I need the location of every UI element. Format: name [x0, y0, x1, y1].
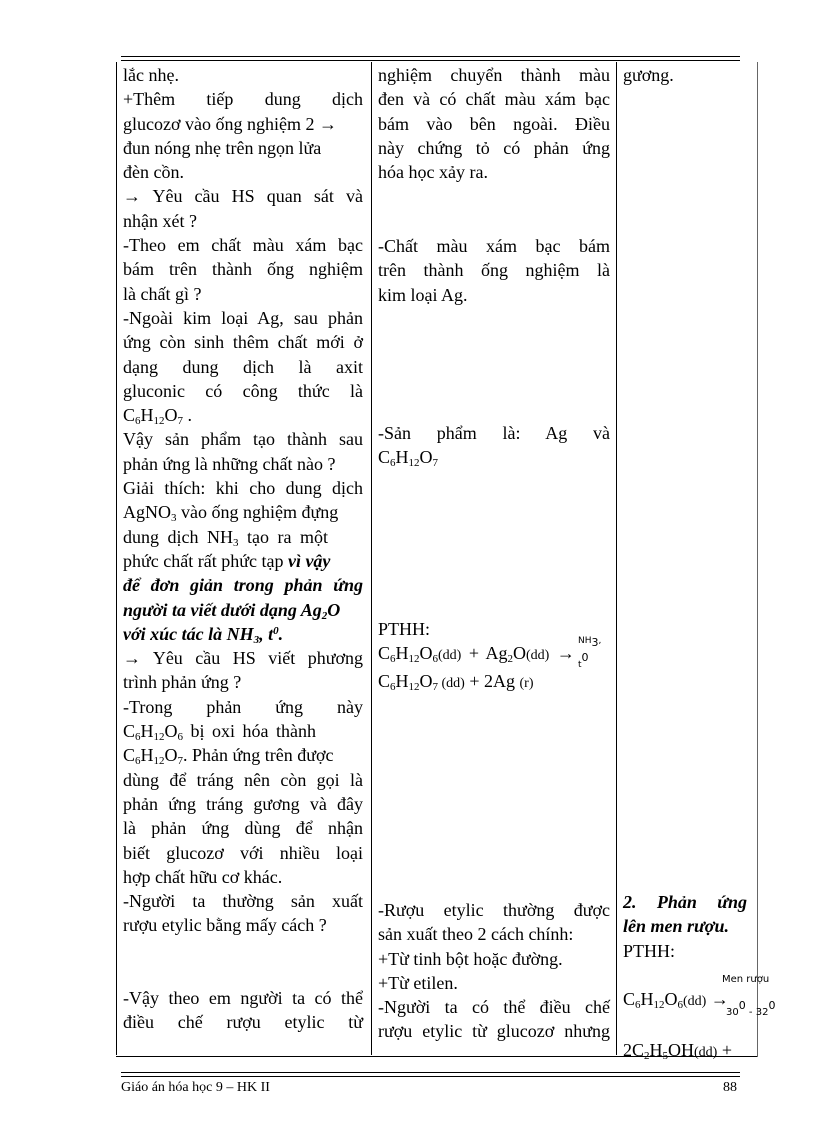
- text-line: Giải thích: khi cho dung dịch: [123, 478, 363, 499]
- temperature-condition: $30^0 - 32^0$: [726, 999, 776, 1018]
- reaction-condition: $NH_3$, $t^0$: [578, 636, 602, 671]
- text-line: -Sản phẩm là: Ag và: [378, 423, 610, 443]
- table-line-right: [757, 62, 758, 1057]
- text-line: này chứng tỏ có phản ứng: [378, 137, 610, 158]
- text-line: nhận xét ?: [123, 210, 197, 231]
- student-activity-block-1: [378, 63, 610, 184]
- table-divider-2: [616, 62, 617, 1055]
- text-line: bám trên thành ống nghiệm: [123, 259, 363, 280]
- student-activity-block-5: [378, 898, 610, 1044]
- text-line: $C_6H_{12}O_7$. Phản ứng trên được: [123, 745, 334, 768]
- text-line: AgNO$_3$ vào ống nghiệm đựng: [123, 502, 339, 525]
- text-line: -Theo em chất màu xám bạc: [123, 235, 363, 256]
- page-number: 88: [723, 1080, 737, 1095]
- text-line: $C_6H_{12}O_6$ bị oxi hóa thành: [123, 721, 316, 744]
- text-line: đun nóng nhẹ trên ngọn lửa: [123, 137, 322, 158]
- text-line: → Yêu cầu HS quan sát và: [123, 186, 363, 207]
- student-equation-block: [378, 617, 610, 696]
- footer-title: Giáo án hóa học 9 – HK II: [121, 1080, 270, 1095]
- text-line: dạng dung dịch là axit: [123, 356, 363, 377]
- text-line: bám vào bên ngoài. Điều: [378, 113, 610, 134]
- text-line: biết glucozơ với nhiều loại: [123, 842, 363, 863]
- text-line: glucozơ vào ống nghiệm 2 →: [123, 113, 337, 134]
- heading-line: lên men rượu.: [623, 916, 729, 937]
- text-line: điều chế rượu etylic từ: [123, 1011, 363, 1032]
- fermentation-products: [623, 1038, 753, 1065]
- footer-rule-top: [121, 1072, 740, 1073]
- text-line: đèn cồn.: [123, 162, 184, 183]
- footer-rule-bottom: [121, 1076, 740, 1077]
- text-line: ứng còn sinh thêm chất mới ở: [123, 332, 363, 353]
- text-line: người ta viết dưới dạng $Ag_2O$: [123, 599, 341, 622]
- text-line: +Thêm tiếp dung dịch: [123, 89, 363, 110]
- text-line: -Trong phản ứng này: [123, 696, 363, 717]
- student-activity-block-2: [378, 234, 610, 307]
- table-divider-1: [371, 62, 372, 1055]
- header-rule-bottom: [121, 60, 740, 61]
- text-line: phản ứng tráng gương và đây: [123, 793, 363, 814]
- text-line: -Rượu etylic thường được: [378, 900, 610, 920]
- text-line: -Người ta có thể điều chế: [378, 997, 610, 1018]
- text-line: hóa học xảy ra.: [378, 162, 488, 183]
- text-line: hợp chất hữu cơ khác.: [123, 866, 283, 887]
- text-line: lắc nhẹ.: [123, 65, 179, 85]
- text-line: đen và có chất màu xám bạc: [378, 89, 610, 110]
- text-line: -Vậy theo em người ta có thể: [123, 987, 363, 1008]
- text-line: sản xuất theo 2 cách chính:: [378, 924, 574, 945]
- text-line: trình phản ứng ?: [123, 672, 242, 693]
- text-line: +Từ tinh bột hoặc đường.: [378, 948, 563, 969]
- pthh-label: PTHH:: [623, 940, 676, 961]
- formula-line: $C_6H_{12}O_7$: [378, 447, 439, 470]
- text-line: trên thành ống nghiệm là: [378, 260, 610, 281]
- text-line: gluconic có công thức là: [123, 380, 363, 401]
- text-line: +Từ etilen.: [378, 972, 458, 993]
- content-block-1: [623, 63, 753, 87]
- text-line: rượu etylic bằng mấy cách ?: [123, 915, 327, 936]
- equation-line: $C_6H_{12}O_6(dd)$ →: [623, 989, 729, 1011]
- text-line: -Ngoài kim loại Ag, sau phản: [123, 307, 363, 328]
- text-line: → Yêu cầu HS viết phương: [123, 648, 363, 669]
- header-rule-top: [121, 56, 740, 57]
- heading-line: 2. Phản ứng: [623, 892, 747, 912]
- spacer: [123, 938, 363, 986]
- fermentation-condition: Men rượu: [722, 974, 770, 985]
- text-line: phản ứng là những chất nào ?: [123, 453, 336, 474]
- text-line: nghiệm chuyển thành màu: [378, 65, 610, 85]
- formula-line: $C_6H_{12}O_7$ .: [123, 405, 193, 428]
- text-line: gương.: [623, 65, 674, 85]
- pthh-label: PTHH:: [378, 619, 431, 639]
- text-line: để đơn giản trong phản ứng: [123, 575, 363, 596]
- text-line: rượu etylic từ glucozơ nhưng: [378, 1021, 610, 1042]
- equation-line: $2C_2H_5OH(dd)$ +: [623, 1040, 732, 1062]
- student-activity-block-3: [378, 421, 610, 470]
- text-line: là chất gì ?: [123, 283, 202, 304]
- teacher-activity-column: [123, 63, 363, 1034]
- table-line-left: [116, 62, 117, 1055]
- text-line: kim loại Ag.: [378, 284, 468, 305]
- section-heading: [623, 890, 753, 963]
- text-line: phức chất rất phức tạp vì vậy: [123, 550, 331, 571]
- text-line: Vậy sản phẩm tạo thành sau: [123, 429, 363, 450]
- text-line: -Người ta thường sản xuất: [123, 891, 363, 912]
- equation-line: $C_6H_{12}O_7$ (dd) + 2Ag (r): [378, 670, 534, 693]
- text-line: là phản ứng dùng để nhận: [123, 818, 363, 839]
- equation-line: $C_6H_{12}O_6(dd) + Ag_2O(dd)$ →: [378, 643, 575, 666]
- text-line: với xúc tác là $NH_3$, $t^0$.: [123, 623, 284, 646]
- text-line: -Chất màu xám bạc bám: [378, 236, 610, 256]
- text-line: dùng để tráng nên còn gọi là: [123, 769, 363, 790]
- text-line: dung dịch $NH_3$ tạo ra một: [123, 526, 328, 549]
